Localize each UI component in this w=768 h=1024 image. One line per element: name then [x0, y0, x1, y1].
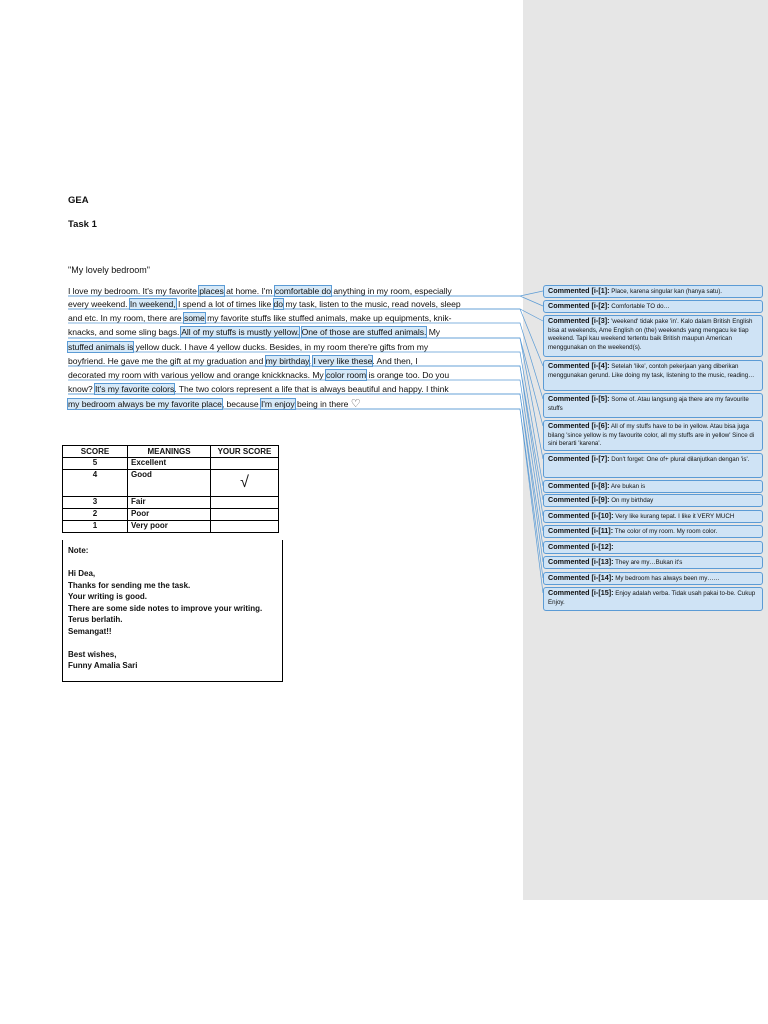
comment-label: Commented [i-[2]: — [548, 301, 610, 310]
essay-text: at home. I'm — [223, 286, 275, 296]
commented-text[interactable]: my bedroom always be my favorite place — [68, 399, 222, 409]
comment-label: Commented [i-[1]: — [548, 286, 610, 295]
commented-text[interactable]: I very like these — [313, 356, 373, 366]
note-line: Your writing is good. — [68, 592, 147, 601]
score-meaning: Excellent — [128, 458, 211, 470]
commented-text[interactable]: comfortable do — [274, 286, 331, 296]
essay-line — [68, 369, 449, 381]
comment-label: Commented [i-[15]: — [548, 588, 614, 597]
note-line: Funny Amalia Sari — [68, 661, 138, 670]
checkmark-icon — [211, 458, 279, 470]
score-score: 1 — [63, 521, 128, 533]
comment-text: The color of my room. My room color. — [613, 528, 718, 535]
score-row — [63, 521, 279, 533]
comment-balloon[interactable] — [543, 572, 763, 585]
comment-text: Enjoy adalah verba. Tidak usah pakai to-be. Cukup Enjoy. — [548, 590, 756, 606]
commented-text[interactable]: color room — [326, 370, 367, 380]
essay-text: I love my bedroom. It's my favorite — [68, 286, 200, 296]
your-score-header: YOUR SCORE — [211, 446, 279, 458]
comment-balloon[interactable] — [543, 420, 763, 451]
comment-balloon[interactable] — [543, 556, 763, 569]
comment-text: Place, karena singular kan (hanya satu). — [609, 288, 722, 295]
essay-line — [68, 355, 418, 367]
comment-label: Commented [i-[8]: — [548, 481, 610, 490]
comment-text: They are my…Bukan it's — [613, 559, 683, 566]
comment-balloon[interactable] — [543, 300, 763, 313]
essay-text: and etc. In my room, there are — [68, 313, 184, 323]
comment-balloon[interactable] — [543, 480, 763, 493]
comment-balloon[interactable] — [543, 393, 763, 418]
comment-balloon[interactable] — [543, 587, 763, 611]
essay-text: every weekend. — [68, 299, 130, 309]
essay-text: is orange too. Do you — [366, 370, 450, 380]
essay-text: boyfriend. He gave me the gift at my graduation and — [68, 356, 266, 366]
commented-text[interactable]: my birthday — [265, 356, 309, 366]
commented-text[interactable]: some — [183, 313, 205, 323]
comment-text: My bedroom has always been my…… — [613, 575, 720, 582]
task-heading: Task 1 — [68, 219, 97, 230]
note-line: Note: — [68, 546, 89, 555]
comment-balloon[interactable] — [543, 510, 763, 523]
score-meaning: Fair — [128, 497, 211, 509]
comment-label: Commented [i-[10]: — [548, 511, 614, 520]
essay-line — [68, 312, 451, 324]
comment-text: Don't forget: One of+ plural dilanjutkan dengan 'is'. — [609, 456, 750, 463]
comment-text: Very like kurang tepat. I like it VERY MUCH — [613, 513, 735, 520]
comment-label: Commented [i-[12]: — [548, 542, 614, 551]
essay-title: "My lovely bedroom" — [68, 265, 150, 275]
comment-balloon[interactable] — [543, 315, 763, 357]
doc-title: GEA — [68, 195, 89, 206]
note-line: Thanks for sending me the task. — [68, 580, 191, 590]
note-line: Semangat!! — [68, 626, 112, 636]
comment-label: Commented [i-[7]: — [548, 454, 610, 463]
commented-text[interactable]: In weekend, — [129, 299, 176, 309]
commented-text[interactable]: One of those are stuffed animals. — [301, 327, 427, 337]
score-meaning: Very poor — [128, 521, 211, 533]
essay-line — [68, 398, 361, 410]
score-row — [63, 509, 279, 521]
comment-balloon[interactable] — [543, 525, 763, 538]
comment-label: Commented [i-[13]: — [548, 557, 614, 566]
comment-label: Commented [i-[3]: — [548, 316, 610, 325]
essay-text: . The two colors represent a life that is always beautiful and happy. I think — [174, 384, 449, 394]
meanings-header: MEANINGS — [128, 446, 211, 458]
checkmark-icon — [211, 497, 279, 509]
note-line: Hi Dea, — [68, 569, 96, 578]
checkmark-icon: √ — [211, 470, 279, 497]
comment-text: All of my stuffs have to be in yellow. Atau bisa juga bilang 'since yellow is my favourite color, all my stuffs are in yellow' Since di sini berarti 'karena'. — [548, 423, 755, 447]
heart-icon: ♡ — [350, 398, 361, 410]
comment-label: Commented [i-[5]: — [548, 394, 610, 403]
score-score: 5 — [63, 458, 128, 470]
comment-text: Are bukan is — [609, 483, 646, 490]
essay-text: yellow duck. I have 4 yellow ducks. Besides, in my room there're gifts from my — [133, 342, 429, 352]
essay-line — [68, 298, 461, 310]
comment-balloon[interactable] — [543, 453, 763, 478]
score-meaning: Good — [128, 470, 211, 497]
comment-label: Commented [i-[14]: — [548, 573, 614, 582]
score-row — [63, 458, 279, 470]
comment-balloon[interactable] — [543, 285, 763, 298]
essay-text: . And then, I — [372, 356, 418, 366]
essay-text: knacks, and some sling bags. — [68, 327, 182, 337]
teacher-note — [62, 540, 283, 682]
essay-text: my task, listen to the music, read novels, sleep — [283, 299, 461, 309]
comment-balloon[interactable] — [543, 541, 763, 554]
score-meaning: Poor — [128, 509, 211, 521]
note-line: There are some side notes to improve your writing. — [68, 603, 263, 613]
essay-text: I spend a lot of times like — [175, 299, 274, 309]
checkmark-icon — [211, 509, 279, 521]
note-line — [68, 557, 277, 569]
commented-text[interactable]: stuffed animals is — [68, 342, 134, 352]
comment-text: Comfortable TO do… — [609, 303, 670, 310]
comment-balloon[interactable] — [543, 360, 763, 391]
score-row — [63, 470, 279, 497]
comment-label: Commented [i-[9]: — [548, 495, 610, 504]
essay-text: being in there — [294, 399, 351, 409]
essay-line — [68, 341, 428, 353]
comment-text: Some of. Atau langsung aja there are my favourite stuffs — [548, 396, 749, 412]
score-score: 4 — [63, 470, 128, 497]
essay-text: my favorite stuffs like stuffed animals, make up equipments, knik- — [204, 313, 452, 323]
essay-text: decorated my room with various yellow and orange knickknacks. My — [68, 370, 327, 380]
score-score: 3 — [63, 497, 128, 509]
essay-text: know? — [68, 384, 95, 394]
comment-label: Commented [i-[4]: — [548, 361, 610, 370]
comment-label: Commented [i-[6]: — [548, 421, 610, 430]
comment-text: On my birthday — [609, 497, 654, 504]
checkmark-icon — [211, 521, 279, 533]
comment-balloon[interactable] — [543, 494, 763, 507]
commented-text[interactable]: All of my stuffs is mustly yellow. — [181, 327, 300, 337]
essay-line — [68, 383, 449, 395]
commented-text[interactable]: It's my favorite colors — [94, 384, 175, 394]
essay-text: , because — [221, 399, 261, 409]
essay-text: My — [426, 327, 441, 337]
commented-text[interactable]: I'm enjoy — [260, 399, 295, 409]
comment-label: Commented [i-[11]: — [548, 526, 614, 535]
essay-line — [68, 285, 452, 297]
comment-text: Setelah 'like', contoh pekerjaan yang diberikan menggunakan gerund. Like doing my task, listening to the music, reading… — [548, 363, 755, 379]
essay-text: . — [308, 356, 314, 366]
score-score: 2 — [63, 509, 128, 521]
score-header: SCORE — [63, 446, 128, 458]
commented-text[interactable]: do — [273, 299, 283, 309]
note-line — [68, 637, 277, 649]
note-line: Terus berlatih. — [68, 615, 123, 624]
comment-text: 'weekend' tidak pake 'in'. Kalo dalam British English bisa at weekends, Ame English on (the) weekends yang mengacu ke tiap weekend. Tapi kau weekend tertentu baik British maupun American menggunakan on the weekend(s). — [548, 318, 753, 351]
essay-text: anything in my room, especially — [330, 286, 452, 296]
score-table — [62, 445, 279, 533]
note-line: Best wishes, — [68, 649, 117, 659]
score-row — [63, 497, 279, 509]
essay-line — [68, 326, 440, 338]
commented-text[interactable]: places — [199, 286, 224, 296]
